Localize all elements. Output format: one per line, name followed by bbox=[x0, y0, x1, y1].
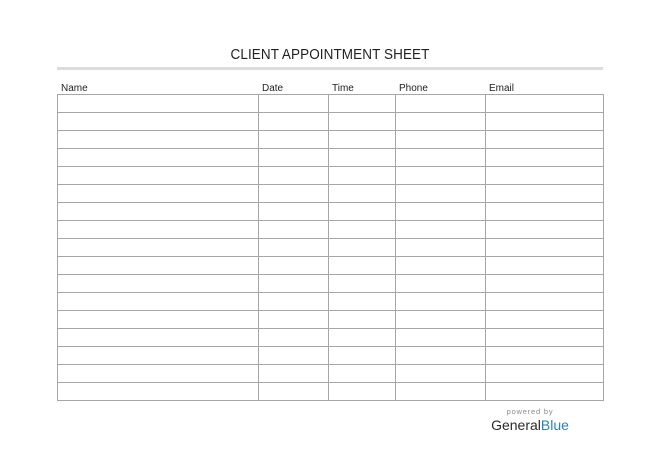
date-cell[interactable] bbox=[259, 221, 329, 239]
table-row bbox=[58, 113, 604, 131]
name-cell[interactable] bbox=[58, 239, 259, 257]
name-cell[interactable] bbox=[58, 113, 259, 131]
name-cell[interactable] bbox=[58, 257, 259, 275]
name-cell[interactable] bbox=[58, 311, 259, 329]
phone-cell[interactable] bbox=[396, 131, 486, 149]
date-cell[interactable] bbox=[259, 167, 329, 185]
table-row bbox=[58, 203, 604, 221]
brand-blue-text: Blue bbox=[540, 417, 569, 433]
powered-by-label: powered by bbox=[506, 407, 554, 416]
email-cell[interactable] bbox=[486, 347, 604, 365]
brand-general-text: General bbox=[491, 417, 541, 433]
email-cell[interactable] bbox=[486, 203, 604, 221]
phone-cell[interactable] bbox=[396, 95, 486, 113]
email-cell[interactable] bbox=[486, 293, 604, 311]
phone-cell[interactable] bbox=[396, 203, 486, 221]
date-cell[interactable] bbox=[259, 257, 329, 275]
generalblue-logo bbox=[480, 417, 580, 433]
phone-cell[interactable] bbox=[396, 311, 486, 329]
time-cell[interactable] bbox=[329, 365, 396, 383]
time-cell[interactable] bbox=[329, 239, 396, 257]
name-cell[interactable] bbox=[58, 167, 259, 185]
table-row bbox=[58, 239, 604, 257]
time-cell[interactable] bbox=[329, 383, 396, 401]
phone-cell[interactable] bbox=[396, 329, 486, 347]
date-cell[interactable] bbox=[259, 329, 329, 347]
date-cell[interactable] bbox=[259, 185, 329, 203]
table-row bbox=[58, 167, 604, 185]
title-divider bbox=[57, 67, 603, 70]
column-header-email: Email bbox=[489, 83, 515, 94]
name-cell[interactable] bbox=[58, 365, 259, 383]
name-cell[interactable] bbox=[58, 203, 259, 221]
phone-cell[interactable] bbox=[396, 365, 486, 383]
time-cell[interactable] bbox=[329, 149, 396, 167]
time-cell[interactable] bbox=[329, 113, 396, 131]
time-cell[interactable] bbox=[329, 185, 396, 203]
email-cell[interactable] bbox=[486, 257, 604, 275]
date-cell[interactable] bbox=[259, 95, 329, 113]
email-cell[interactable] bbox=[486, 383, 604, 401]
date-cell[interactable] bbox=[259, 383, 329, 401]
table-row bbox=[58, 347, 604, 365]
table-row bbox=[58, 293, 604, 311]
page-title: CLIENT APPOINTMENT SHEET bbox=[230, 46, 430, 63]
phone-cell[interactable] bbox=[396, 293, 486, 311]
name-cell[interactable] bbox=[58, 185, 259, 203]
name-cell[interactable] bbox=[58, 347, 259, 365]
name-cell[interactable] bbox=[58, 329, 259, 347]
column-header-name: Name bbox=[61, 83, 88, 94]
time-cell[interactable] bbox=[329, 311, 396, 329]
table-row bbox=[58, 383, 604, 401]
time-cell[interactable] bbox=[329, 275, 396, 293]
phone-cell[interactable] bbox=[396, 347, 486, 365]
date-cell[interactable] bbox=[259, 275, 329, 293]
email-cell[interactable] bbox=[486, 221, 604, 239]
appointment-table bbox=[57, 94, 604, 401]
phone-cell[interactable] bbox=[396, 275, 486, 293]
name-cell[interactable] bbox=[58, 149, 259, 167]
date-cell[interactable] bbox=[259, 131, 329, 149]
time-cell[interactable] bbox=[329, 221, 396, 239]
date-cell[interactable] bbox=[259, 203, 329, 221]
table-row bbox=[58, 95, 604, 113]
time-cell[interactable] bbox=[329, 167, 396, 185]
date-cell[interactable] bbox=[259, 149, 329, 167]
time-cell[interactable] bbox=[329, 95, 396, 113]
phone-cell[interactable] bbox=[396, 149, 486, 167]
time-cell[interactable] bbox=[329, 203, 396, 221]
email-cell[interactable] bbox=[486, 329, 604, 347]
date-cell[interactable] bbox=[259, 113, 329, 131]
table-row bbox=[58, 131, 604, 149]
name-cell[interactable] bbox=[58, 293, 259, 311]
phone-cell[interactable] bbox=[396, 239, 486, 257]
table-row bbox=[58, 329, 604, 347]
table-row bbox=[58, 275, 604, 293]
date-cell[interactable] bbox=[259, 293, 329, 311]
time-cell[interactable] bbox=[329, 293, 396, 311]
phone-cell[interactable] bbox=[396, 221, 486, 239]
time-cell[interactable] bbox=[329, 131, 396, 149]
phone-cell[interactable] bbox=[396, 185, 486, 203]
date-cell[interactable] bbox=[259, 347, 329, 365]
time-cell[interactable] bbox=[329, 329, 396, 347]
name-cell[interactable] bbox=[58, 221, 259, 239]
time-cell[interactable] bbox=[329, 257, 396, 275]
time-cell[interactable] bbox=[329, 347, 396, 365]
column-header-time: Time bbox=[332, 83, 354, 94]
email-cell[interactable] bbox=[486, 239, 604, 257]
table-row bbox=[58, 311, 604, 329]
date-cell[interactable] bbox=[259, 239, 329, 257]
date-cell[interactable] bbox=[259, 365, 329, 383]
column-header-date: Date bbox=[262, 83, 284, 94]
email-cell[interactable] bbox=[486, 185, 604, 203]
name-cell[interactable] bbox=[58, 95, 259, 113]
table-row bbox=[58, 221, 604, 239]
name-cell[interactable] bbox=[58, 383, 259, 401]
email-cell[interactable] bbox=[486, 167, 604, 185]
appointment-table-body bbox=[58, 95, 604, 401]
table-row bbox=[58, 149, 604, 167]
table-row bbox=[58, 365, 604, 383]
phone-cell[interactable] bbox=[396, 257, 486, 275]
name-cell[interactable] bbox=[58, 275, 259, 293]
email-cell[interactable] bbox=[486, 311, 604, 329]
column-header-phone: Phone bbox=[399, 83, 428, 94]
phone-cell[interactable] bbox=[396, 113, 486, 131]
email-cell[interactable] bbox=[486, 275, 604, 293]
email-cell[interactable] bbox=[486, 95, 604, 113]
email-cell[interactable] bbox=[486, 149, 604, 167]
email-cell[interactable] bbox=[486, 113, 604, 131]
phone-cell[interactable] bbox=[396, 383, 486, 401]
name-cell[interactable] bbox=[58, 131, 259, 149]
table-row bbox=[58, 185, 604, 203]
date-cell[interactable] bbox=[259, 311, 329, 329]
phone-cell[interactable] bbox=[396, 167, 486, 185]
email-cell[interactable] bbox=[486, 365, 604, 383]
email-cell[interactable] bbox=[486, 131, 604, 149]
table-row bbox=[58, 257, 604, 275]
